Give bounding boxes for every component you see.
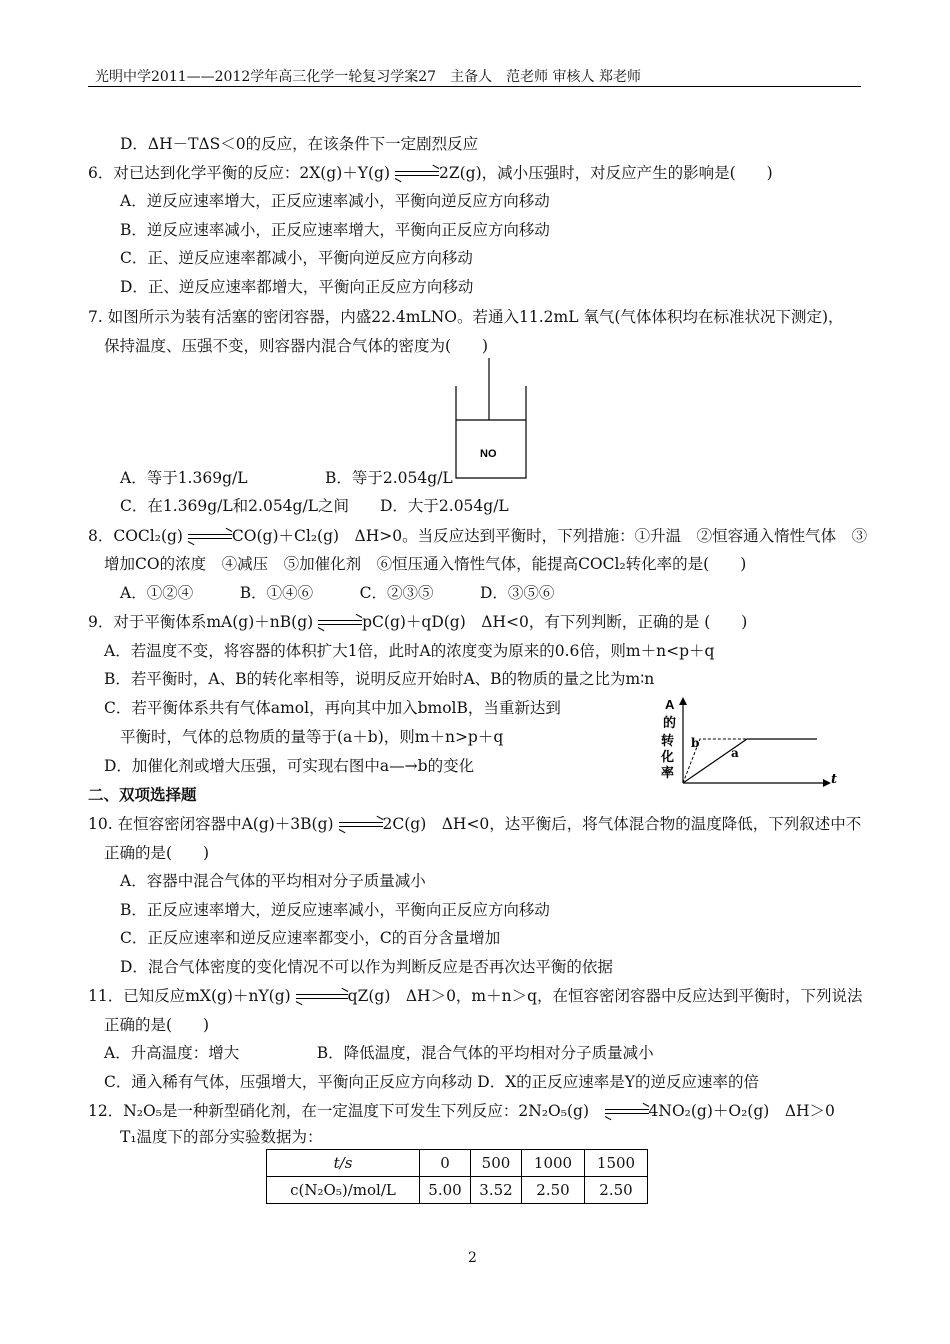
table-row (267, 1150, 648, 1177)
page-header: 光明中学2011——2012学年高三化学一轮复习学案27 主备人 范老师 审核人 郑老师 (95, 69, 641, 85)
equilibrium-arrow-icon (395, 168, 439, 180)
q7-stem-1: 7. 如图所示为装有活塞的密闭容器，内盛22.4mLNO。若通入11.2mL 氧气(气体体积均在标准状况下测定)， (88, 308, 844, 326)
table-row (267, 1177, 648, 1204)
q12-stem: 12．N₂O₅是一种新型硝化剂，在一定温度下可发生下列反应：2N₂O₅(g) 4NO₂(g)＋O₂(g) ΔH＞0 (88, 1102, 835, 1120)
table-cell: c(N₂O₅)/mol/L (267, 1177, 420, 1204)
conversion-rate-graph (655, 695, 840, 795)
q9-option-b: B．若平衡时，A、B的转化率相等，说明反应开始时A、B的物质的量之比为m∶n (104, 670, 655, 688)
graph-x-label: t (831, 772, 838, 787)
q7-stem-2: 保持温度、压强不变，则容器内混合气体的密度为( ) (104, 337, 489, 355)
q10-option-a: A．容器中混合气体的平均相对分子质量减小 (120, 872, 426, 890)
q6-option-b: B．逆反应速率减小，正反应速率增大，平衡向正反应方向移动 (120, 221, 550, 239)
q10-option-b: B．正反应速率增大，逆反应速率减小，平衡向正反应方向移动 (120, 901, 550, 919)
q6-stem: 6．对已达到化学平衡的反应：2X(g)＋Y(g) 2Z(g)，减小压强时，对反应产生的影响是( ) (88, 164, 773, 182)
table-cell: 1500 (585, 1150, 648, 1177)
q5-option-d: D．ΔH－TΔS＜0的反应，在该条件下一定剧烈反应 (120, 135, 479, 153)
piston-container-figure (450, 356, 530, 482)
q12-table-intro: T₁温度下的部分实验数据为： (120, 1128, 323, 1146)
q6-option-d: D．正、逆反应速率都增大，平衡向正反应方向移动 (120, 278, 474, 296)
table-cell: 5.00 (420, 1177, 471, 1204)
q9-stem: 9．对于平衡体系mA(g)＋nB(g) pC(g)＋qD(g) ΔH<0，有下列判断，正确的是 ( ) (88, 613, 748, 631)
q6-option-c: C．正、逆反应速率都减小，平衡向逆反应方向移动 (120, 249, 473, 267)
table-cell: t/s (267, 1150, 420, 1177)
table-cell: 0 (420, 1150, 471, 1177)
q9-option-c-1: C．若平衡体系共有气体amol，再向其中加入bmolB，当重新达到 (104, 699, 561, 717)
q11-stem-2: 正确的是( ) (104, 1016, 210, 1034)
graph-y-label: A 的转化率 (661, 697, 677, 780)
q11-stem-1: 11．已知反应mX(g)＋nY(g) qZ(g) ΔH＞0，m＋n＞q，在恒容密闭容器中反应达到平衡时，下列说法 (88, 987, 863, 1005)
q11-options-cd: C．通入稀有气体，压强增大，平衡向正反应方向移动 D．X的正反应速率是Y的逆反应速率的倍 (104, 1073, 759, 1091)
q9-option-d: D．加催化剂或增大压强，可实现右图中a—→b的变化 (104, 757, 475, 775)
q8-options: A．①②④ B．①④⑥ C．②③⑤ D．③⑤⑥ (120, 584, 555, 602)
q10-stem-2: 正确的是( ) (104, 844, 210, 862)
curve-a-label: a (731, 746, 739, 760)
equilibrium-arrow-icon (318, 617, 362, 629)
table-cell: 2.50 (522, 1177, 585, 1204)
curve-b-label: b (691, 736, 700, 750)
q7-options-cd: C．在1.369g/L和2.054g/L之间 D．大于2.054g/L (120, 497, 509, 515)
equilibrium-arrow-icon (188, 531, 232, 543)
equilibrium-arrow-icon (605, 1106, 649, 1118)
q6-option-a: A．逆反应速率增大，正反应速率减小，平衡向逆反应方向移动 (120, 192, 550, 210)
q11-options-ab: A．升高温度：增大 B．降低温度，混合气体的平均相对分子质量减小 (104, 1044, 654, 1062)
piston-gas-label: NO (480, 448, 497, 460)
q8-stem-1: 8．COCl₂(g) CO(g)＋Cl₂(g) ΔH>0。当反应达到平衡时，下列措施：①升温 ②恒容通入惰性气体 ③ (88, 527, 868, 545)
q10-stem-1: 10. 在恒容密闭容器中A(g)＋3B(g) 2C(g) ΔH<0，达平衡后，将气体混合物的温度降低，下列叙述中不 (88, 815, 862, 833)
equilibrium-arrow-icon (296, 991, 348, 1003)
q7-options-ab: A．等于1.369g/L B．等于2.054g/L (120, 469, 453, 487)
q8-stem-2: 增加CO的浓度 ④减压 ⑤加催化剂 ⑥恒压通入惰性气体，能提高COCl₂转化率的是( ) (104, 555, 747, 573)
q10-option-d: D．混合气体密度的变化情况不可以作为判断反应是否再次达平衡的依据 (120, 958, 613, 976)
table-cell: 3.52 (471, 1177, 522, 1204)
table-cell: 2.50 (585, 1177, 648, 1204)
q10-option-c: C．正反应速率和逆反应速率都变小，C的百分含量增加 (120, 929, 501, 947)
equilibrium-arrow-icon (339, 819, 383, 831)
page-number: 2 (468, 1250, 477, 1266)
q9-option-a: A．若温度不变，将容器的体积扩大1倍，此时A的浓度变为原来的0.6倍，则m＋n<p＋q (104, 642, 715, 660)
table-cell: 1000 (522, 1150, 585, 1177)
q9-option-c-2: 平衡时，气体的总物质的量等于(a＋b)，则m＋n>p＋q (120, 728, 504, 746)
table-cell: 500 (471, 1150, 522, 1177)
section-2-heading: 二、双项选择题 (88, 785, 197, 804)
header-rule (88, 86, 861, 87)
experiment-data-table (266, 1149, 648, 1204)
